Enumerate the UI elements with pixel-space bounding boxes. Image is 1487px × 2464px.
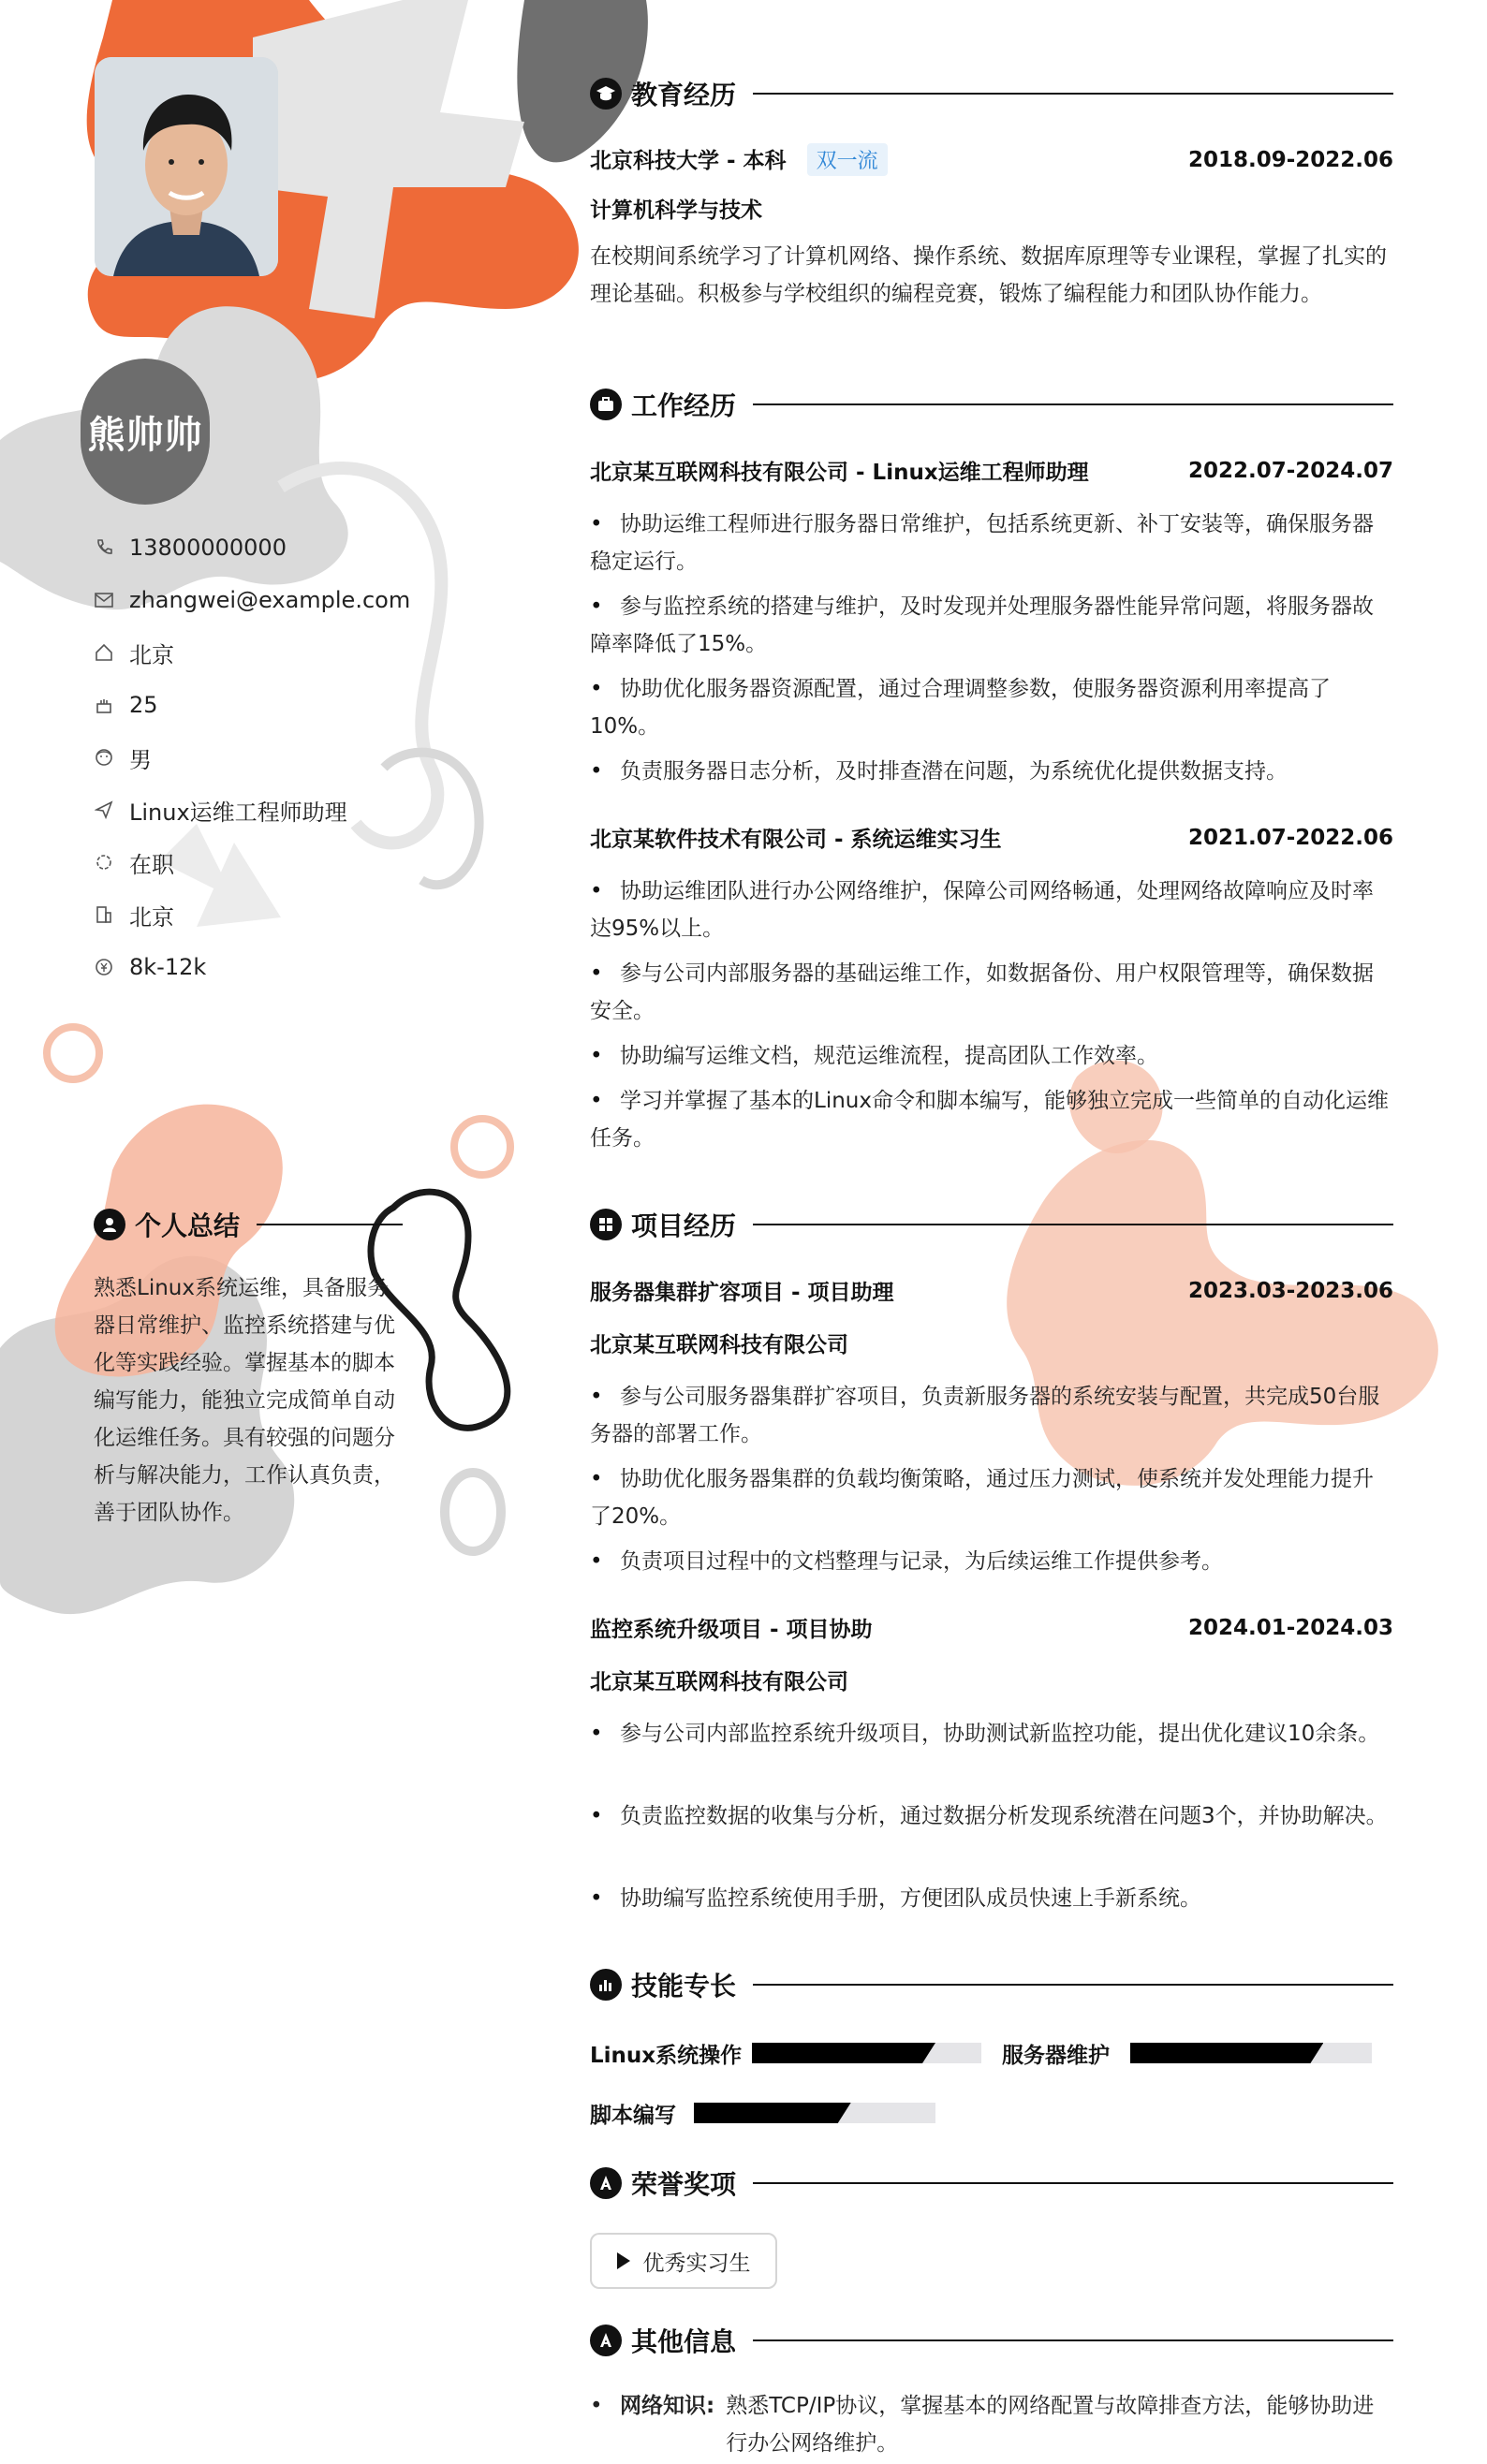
contact-status: 在职 bbox=[92, 843, 174, 881]
cake-icon bbox=[92, 693, 116, 717]
job-company: 北京某软件技术有限公司 - 系统运维实习生 bbox=[590, 828, 1002, 852]
user-icon bbox=[94, 1209, 125, 1240]
section-work-header: 工作经历 bbox=[590, 384, 1393, 425]
education-row bbox=[590, 143, 1393, 176]
section-education-header: 教育经历 bbox=[590, 73, 1393, 114]
education-description: 在校期间系统学习了计算机网络、操作系统、数据库原理等专业课程，掌握了扎实的理论基础。积极参与学校组织的编程竞赛，锻炼了编程能力和团队协作能力。 bbox=[590, 244, 1387, 306]
project-date: 2023.03-2023.06 bbox=[1187, 1278, 1393, 1303]
section-skills-header: 技能专长 bbox=[590, 1964, 1393, 2005]
other-label: 网络知识: bbox=[620, 2394, 715, 2418]
section-divider bbox=[753, 403, 1393, 405]
graduation-cap-icon bbox=[590, 78, 622, 110]
section-honors-header: 荣誉奖项 bbox=[590, 2163, 1393, 2204]
contact-email: zhangwei@example.com bbox=[92, 581, 410, 619]
job-bullet: • 学习并掌握了基本的Linux命令和脚本编写，能够独立完成一些简单的自动化运维任务。 bbox=[590, 1082, 1393, 1157]
skill-fill bbox=[1130, 2043, 1323, 2063]
school-name: 北京科技大学 - 本科 bbox=[590, 149, 787, 173]
project-bullet: • 参与公司内部监控系统升级项目，协助测试新监控功能，提出优化建议10余条。 bbox=[590, 1715, 1393, 1753]
other-text: 熟悉TCP/IP协议，掌握基本的网络配置与故障排查方法，能够协助进行办公网络维护。 bbox=[726, 2394, 1375, 2456]
bar-chart-icon bbox=[590, 1969, 622, 2001]
contact-gender: 男 bbox=[92, 739, 152, 776]
award-chip: 优秀实习生 bbox=[590, 2233, 777, 2289]
section-divider bbox=[753, 93, 1393, 95]
job-row bbox=[590, 455, 1393, 486]
project-company: 北京某互联网科技有限公司 bbox=[590, 1670, 848, 1694]
skill-name: 服务器维护 bbox=[1002, 2044, 1110, 2068]
project-company: 北京某互联网科技有限公司 bbox=[590, 1333, 848, 1357]
phone-icon bbox=[92, 535, 116, 560]
contact-work-city: 北京 bbox=[92, 896, 174, 933]
job-bullet: • 负责服务器日志分析，及时排查潜在问题，为系统优化提供数据支持。 bbox=[590, 753, 1393, 790]
education-date: 2018.09-2022.06 bbox=[1187, 147, 1393, 172]
salary-icon bbox=[92, 955, 116, 979]
project-date: 2024.01-2024.03 bbox=[1187, 1615, 1393, 1640]
education-major: 计算机科学与技术 bbox=[590, 198, 762, 223]
home-icon bbox=[92, 640, 116, 665]
project-bullet: • 负责项目过程中的文档整理与记录，为后续运维工作提供参考。 bbox=[590, 1543, 1393, 1580]
summary-text: 熟悉Linux系统运维，具备服务器日常维护、监控系统搭建与优化等实践经验。掌握基本的脚本编写能力，能独立完成简单自动化运维任务。具有较强的问题分析与解决能力，工作认真负责，善于团队协作。 bbox=[94, 1276, 395, 1525]
project-bullet: • 协助编写监控系统使用手册，方便团队成员快速上手新系统。 bbox=[590, 1880, 1393, 1917]
project-bullet: • 协助优化服务器集群的负载均衡策略，通过压力测试，使系统并发处理能力提升了20%。 bbox=[590, 1460, 1393, 1535]
job-bullet: • 协助运维工程师进行服务器日常维护，包括系统更新、补丁安装等，确保服务器稳定运行。 bbox=[590, 506, 1393, 580]
face-icon bbox=[92, 745, 116, 770]
project-row bbox=[590, 1275, 1393, 1306]
job-company: 北京某互联网科技有限公司 - Linux运维工程师助理 bbox=[590, 461, 1089, 485]
project-name: 服务器集群扩容项目 - 项目助理 bbox=[590, 1281, 894, 1305]
contact-position: Linux运维工程师助理 bbox=[92, 791, 347, 829]
section-other-header: 其他信息 bbox=[590, 2320, 1393, 2361]
section-divider bbox=[753, 1224, 1393, 1225]
briefcase-icon bbox=[590, 389, 622, 420]
section-summary-header: 个人总结 bbox=[94, 1204, 403, 1245]
job-bullet: • 参与公司内部服务器的基础运维工作，如数据备份、用户权限管理等，确保数据安全。 bbox=[590, 955, 1393, 1030]
play-icon bbox=[617, 2252, 630, 2269]
skill-bar bbox=[752, 2043, 981, 2063]
project-bullet: • 参与公司服务器集群扩容项目，负责新服务器的系统安装与配置，共完成50台服务器的部署工作。 bbox=[590, 1378, 1393, 1453]
status-icon bbox=[92, 850, 116, 874]
skill-bar bbox=[1130, 2043, 1372, 2063]
other-item bbox=[590, 2387, 1393, 2462]
info-icon bbox=[590, 2325, 622, 2356]
school-tag: 双一流 bbox=[807, 143, 888, 176]
grid-icon bbox=[590, 1209, 622, 1240]
skill-fill bbox=[694, 2103, 851, 2123]
job-bullet: • 协助编写运维文档，规范运维流程，提高团队工作效率。 bbox=[590, 1037, 1393, 1075]
mail-icon bbox=[92, 588, 116, 612]
section-divider bbox=[753, 2182, 1393, 2184]
job-date: 2022.07-2024.07 bbox=[1187, 458, 1393, 483]
section-projects-header: 项目经历 bbox=[590, 1204, 1393, 1245]
building-icon bbox=[92, 902, 116, 927]
job-bullet: • 协助优化服务器资源配置，通过合理调整参数，使服务器资源利用率提高了10%。 bbox=[590, 670, 1393, 745]
project-row bbox=[590, 1612, 1393, 1643]
skill-name: 脚本编写 bbox=[590, 2104, 676, 2128]
job-bullet: • 参与监控系统的搭建与维护，及时发现并处理服务器性能异常问题，将服务器故障率降低了15%。 bbox=[590, 588, 1393, 663]
section-divider bbox=[257, 1224, 403, 1225]
section-divider bbox=[753, 2339, 1393, 2341]
contact-age: 25 bbox=[92, 686, 158, 724]
skill-bar bbox=[694, 2103, 935, 2123]
candidate-name: 熊帅帅 bbox=[87, 414, 203, 457]
portrait-illustration bbox=[95, 57, 278, 276]
job-row bbox=[590, 822, 1393, 853]
avatar-photo bbox=[95, 57, 278, 276]
project-name: 监控系统升级项目 - 项目协助 bbox=[590, 1618, 873, 1642]
award-icon bbox=[590, 2167, 622, 2199]
section-divider bbox=[753, 1984, 1393, 1986]
contact-phone: 13800000000 bbox=[92, 529, 287, 566]
send-icon bbox=[92, 798, 116, 822]
contact-city: 北京 bbox=[92, 634, 174, 671]
skill-name: Linux系统操作 bbox=[590, 2044, 743, 2068]
job-bullet: • 协助运维团队进行办公网络维护，保障公司网络畅通，处理网络故障响应及时率达95%以上。 bbox=[590, 873, 1393, 947]
job-date: 2021.07-2022.06 bbox=[1187, 825, 1393, 850]
skill-fill bbox=[752, 2043, 935, 2063]
project-bullet: • 负责监控数据的收集与分析，通过数据分析发现系统潜在问题3个，并协助解决。 bbox=[590, 1797, 1393, 1835]
contact-salary: 8k-12k bbox=[92, 948, 206, 986]
